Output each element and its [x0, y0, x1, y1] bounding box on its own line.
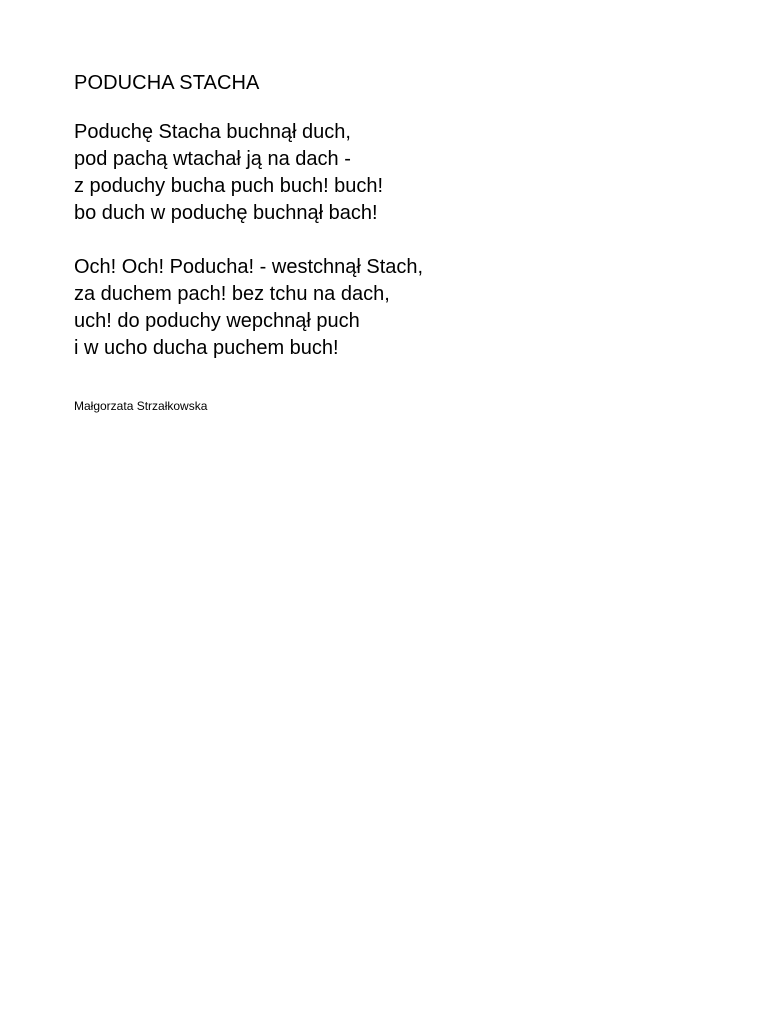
poem-line: uch! do poduchy wepchnął puch — [74, 310, 360, 332]
poem-author: Małgorzata Strzałkowska — [74, 399, 208, 413]
poem-stanza-1 — [74, 119, 714, 227]
poem-line: bo duch w poduchę buchnął bach! — [74, 202, 378, 224]
poem-line: za duchem pach! bez tchu na dach, — [74, 283, 390, 305]
poem-page — [74, 70, 714, 414]
poem-title: PODUCHA STACHA — [74, 72, 260, 94]
poem-line: Poduchę Stacha buchnął duch, — [74, 121, 351, 143]
poem-line: z poduchy bucha puch buch! buch! — [74, 175, 384, 197]
poem-line: Och! Och! Poducha! - westchnął Stach, — [74, 256, 424, 278]
poem-line: pod pachą wtachał ją na dach - — [74, 148, 351, 170]
poem-line: i w ucho ducha puchem buch! — [74, 337, 339, 359]
poem-stanza-2 — [74, 254, 714, 362]
